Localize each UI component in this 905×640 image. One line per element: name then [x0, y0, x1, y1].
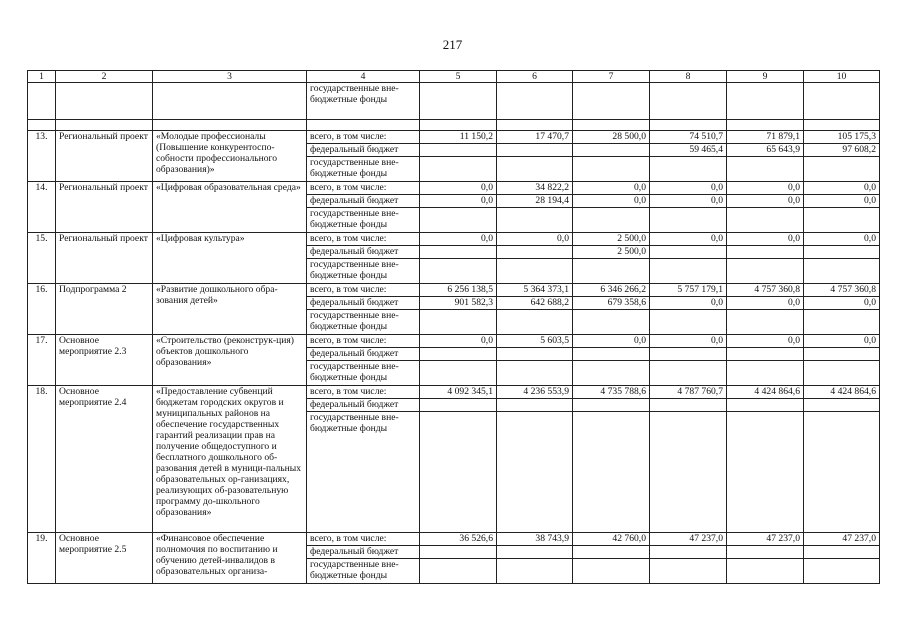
value-cell-offbudget	[650, 361, 727, 386]
header-cell: 2	[56, 71, 153, 83]
value-cell-federal: 0,0	[650, 297, 727, 310]
value-cell-total: 0,0	[727, 335, 804, 348]
value-cell-total: 4 757 360,8	[727, 284, 804, 297]
value-cell-offbudget	[804, 157, 880, 182]
value-cell-total: 4 757 360,8	[804, 284, 880, 297]
value-cell-offbudget	[727, 208, 804, 233]
funding-label-total: всего, в том числе:	[307, 335, 420, 348]
item-description: «Строительство (реконструк-ция) объектов дошкольного образования»	[153, 335, 307, 386]
value-cell-total: 36 526,6	[420, 533, 497, 546]
value-cell-federal: 0,0	[650, 195, 727, 208]
row-number: 14.	[28, 182, 56, 233]
value-cell-federal	[804, 348, 880, 361]
value-cell-offbudget	[727, 559, 804, 584]
value-cell-federal	[573, 546, 650, 559]
funding-label-total: всего, в том числе:	[307, 386, 420, 399]
value-cell-federal	[497, 399, 573, 412]
item-description: «Финансовое обеспечение полномочия по воспитанию и обучению детей-инвалидов в образовательных организа-	[153, 533, 307, 584]
item-name: Подпрограмма 2	[56, 284, 153, 335]
table-row	[28, 182, 880, 195]
value-cell-federal	[420, 348, 497, 361]
item-name: Региональный проект	[56, 131, 153, 182]
value-cell-total: 47 237,0	[727, 533, 804, 546]
item-description: «Предоставление субвенций бюджетам городских округов и муниципальных районов на обеспечение государственных гарантий реализации прав на получение общедоступного и бесплатного дошкольного об-разования детей в муници-пальных образовательных ор-ганизациях, реализующих об-разовательную программу до-школьного образования»	[153, 386, 307, 533]
continuation-label: государственные вне- бюджетные фонды	[307, 83, 420, 120]
value-cell-offbudget	[497, 157, 573, 182]
value-cell-federal	[573, 399, 650, 412]
value-cell-offbudget	[650, 208, 727, 233]
table-row	[28, 284, 880, 297]
budget-table	[27, 70, 880, 584]
value-cell-federal	[573, 348, 650, 361]
funding-label-total: всего, в том числе:	[307, 233, 420, 246]
value-cell-total: 74 510,7	[650, 131, 727, 144]
value-cell-offbudget	[497, 208, 573, 233]
value-cell-offbudget	[727, 361, 804, 386]
value-cell-offbudget	[497, 310, 573, 335]
value-cell-offbudget	[497, 412, 573, 533]
row-number: 19.	[28, 533, 56, 584]
value-cell-federal	[804, 246, 880, 259]
funding-label-total: всего, в том числе:	[307, 182, 420, 195]
funding-label-federal: федеральный бюджет	[307, 546, 420, 559]
header-cell: 10	[804, 71, 880, 83]
value-cell-total: 4 424 864,6	[727, 386, 804, 399]
value-cell-federal	[497, 144, 573, 157]
row-number: 17.	[28, 335, 56, 386]
header-cell: 3	[153, 71, 307, 83]
value-cell-total: 4 236 553,9	[497, 386, 573, 399]
table-row	[28, 386, 880, 399]
value-cell-offbudget	[804, 559, 880, 584]
value-cell-federal	[804, 546, 880, 559]
funding-label-federal: федеральный бюджет	[307, 246, 420, 259]
page-number: 217	[442, 37, 463, 52]
funding-label-federal: федеральный бюджет	[307, 348, 420, 361]
row-number: 18.	[28, 386, 56, 533]
value-cell-total: 34 822,2	[497, 182, 573, 195]
header-cell: 5	[420, 71, 497, 83]
item-name: Основное мероприятие 2.4	[56, 386, 153, 533]
value-cell-federal: 0,0	[804, 195, 880, 208]
value-cell-federal: 2 500,0	[573, 246, 650, 259]
value-cell-federal: 0,0	[727, 297, 804, 310]
value-cell-total: 0,0	[420, 335, 497, 348]
value-cell-total: 11 150,2	[420, 131, 497, 144]
value-cell-federal	[727, 246, 804, 259]
table-body	[28, 71, 880, 584]
value-cell-federal	[497, 348, 573, 361]
value-cell-total: 5 603,5	[497, 335, 573, 348]
funding-label-offbudget: государственные вне- бюджетные фонды	[307, 157, 420, 182]
header-cell: 1	[28, 71, 56, 83]
value-cell-total: 0,0	[804, 233, 880, 246]
value-cell-federal	[497, 546, 573, 559]
table-row	[28, 533, 880, 546]
value-cell-offbudget	[420, 559, 497, 584]
value-cell-offbudget	[420, 208, 497, 233]
value-cell-total: 0,0	[727, 182, 804, 195]
value-cell-offbudget	[804, 361, 880, 386]
value-cell-federal: 59 465,4	[650, 144, 727, 157]
funding-label-offbudget: государственные вне- бюджетные фонды	[307, 361, 420, 386]
funding-label-federal: федеральный бюджет	[307, 195, 420, 208]
value-cell-federal: 679 358,6	[573, 297, 650, 310]
value-cell-federal: 642 688,2	[497, 297, 573, 310]
row-number: 16.	[28, 284, 56, 335]
value-cell-offbudget	[420, 412, 497, 533]
value-cell-offbudget	[420, 259, 497, 284]
value-cell-offbudget	[804, 259, 880, 284]
value-cell-offbudget	[650, 310, 727, 335]
value-cell-offbudget	[804, 310, 880, 335]
value-cell-total: 38 743,9	[497, 533, 573, 546]
value-cell-federal	[650, 399, 727, 412]
value-cell-federal	[420, 399, 497, 412]
value-cell-total: 71 879,1	[727, 131, 804, 144]
item-name: Региональный проект	[56, 182, 153, 233]
funding-label-federal: федеральный бюджет	[307, 144, 420, 157]
value-cell-offbudget	[650, 259, 727, 284]
value-cell-federal: 28 194,4	[497, 195, 573, 208]
value-cell-total: 2 500,0	[573, 233, 650, 246]
funding-label-offbudget: государственные вне- бюджетные фонды	[307, 310, 420, 335]
funding-label-offbudget: государственные вне- бюджетные фонды	[307, 259, 420, 284]
funding-label-total: всего, в том числе:	[307, 284, 420, 297]
value-cell-total: 0,0	[420, 233, 497, 246]
funding-label-offbudget: государственные вне- бюджетные фонды	[307, 559, 420, 584]
value-cell-offbudget	[497, 259, 573, 284]
funding-label-offbudget: государственные вне- бюджетные фонды	[307, 412, 420, 533]
value-cell-offbudget	[573, 361, 650, 386]
item-name: Основное мероприятие 2.3	[56, 335, 153, 386]
value-cell-offbudget	[497, 559, 573, 584]
value-cell-total: 28 500,0	[573, 131, 650, 144]
funding-label-federal: федеральный бюджет	[307, 399, 420, 412]
funding-label-offbudget: государственные вне- бюджетные фонды	[307, 208, 420, 233]
value-cell-total: 0,0	[650, 233, 727, 246]
funding-label-total: всего, в том числе:	[307, 131, 420, 144]
value-cell-federal: 65 643,9	[727, 144, 804, 157]
value-cell-total: 5 757 179,1	[650, 284, 727, 297]
value-cell-total: 5 364 373,1	[497, 284, 573, 297]
value-cell-total: 4 424 864,6	[804, 386, 880, 399]
funding-label-total: всего, в том числе:	[307, 533, 420, 546]
item-description: «Цифровая культура»	[153, 233, 307, 284]
header-cell: 6	[497, 71, 573, 83]
value-cell-federal	[727, 348, 804, 361]
value-cell-total: 0,0	[650, 335, 727, 348]
header-cell: 7	[573, 71, 650, 83]
continuation-row	[28, 83, 880, 120]
value-cell-federal	[420, 546, 497, 559]
value-cell-federal	[650, 246, 727, 259]
value-cell-offbudget	[420, 157, 497, 182]
value-cell-total: 6 346 266,2	[573, 284, 650, 297]
value-cell-offbudget	[573, 310, 650, 335]
item-description: «Развитие дошкольного обра-зования детей»	[153, 284, 307, 335]
value-cell-offbudget	[420, 310, 497, 335]
value-cell-offbudget	[727, 259, 804, 284]
value-cell-federal	[420, 246, 497, 259]
value-cell-offbudget	[727, 310, 804, 335]
header-cell: 4	[307, 71, 420, 83]
value-cell-total: 47 237,0	[804, 533, 880, 546]
value-cell-total: 6 256 138,5	[420, 284, 497, 297]
value-cell-offbudget	[573, 412, 650, 533]
value-cell-federal	[727, 546, 804, 559]
value-cell-federal	[420, 144, 497, 157]
value-cell-total: 0,0	[650, 182, 727, 195]
value-cell-federal	[650, 546, 727, 559]
table-row	[28, 131, 880, 144]
value-cell-total: 105 175,3	[804, 131, 880, 144]
value-cell-offbudget	[650, 412, 727, 533]
value-cell-federal: 0,0	[420, 195, 497, 208]
value-cell-federal: 0,0	[727, 195, 804, 208]
item-name: Региональный проект	[56, 233, 153, 284]
value-cell-federal	[727, 399, 804, 412]
value-cell-total: 4 735 788,6	[573, 386, 650, 399]
item-name: Основное мероприятие 2.5	[56, 533, 153, 584]
value-cell-total: 0,0	[727, 233, 804, 246]
value-cell-total: 0,0	[573, 182, 650, 195]
value-cell-total: 0,0	[573, 335, 650, 348]
table-row	[28, 233, 880, 246]
value-cell-offbudget	[804, 412, 880, 533]
value-cell-offbudget	[573, 559, 650, 584]
header-cell: 8	[650, 71, 727, 83]
value-cell-total: 47 237,0	[650, 533, 727, 546]
header-row	[28, 71, 880, 83]
value-cell-total: 0,0	[420, 182, 497, 195]
value-cell-federal: 901 582,3	[420, 297, 497, 310]
value-cell-federal: 97 608,2	[804, 144, 880, 157]
value-cell-offbudget	[727, 157, 804, 182]
value-cell-federal: 0,0	[573, 195, 650, 208]
table-row	[28, 335, 880, 348]
value-cell-offbudget	[420, 361, 497, 386]
value-cell-offbudget	[650, 157, 727, 182]
value-cell-total: 0,0	[804, 335, 880, 348]
value-cell-offbudget	[573, 259, 650, 284]
value-cell-total: 0,0	[804, 182, 880, 195]
value-cell-federal: 0,0	[804, 297, 880, 310]
item-description: «Молодые профессионалы (Повышение конкурентоспо-собности профессионального образования)»	[153, 131, 307, 182]
value-cell-offbudget	[497, 361, 573, 386]
row-number: 15.	[28, 233, 56, 284]
value-cell-federal	[573, 144, 650, 157]
funding-label-federal: федеральный бюджет	[307, 297, 420, 310]
row-number: 13.	[28, 131, 56, 182]
value-cell-total: 0,0	[497, 233, 573, 246]
header-cell: 9	[727, 71, 804, 83]
value-cell-offbudget	[573, 157, 650, 182]
value-cell-offbudget	[650, 559, 727, 584]
value-cell-total: 4 092 345,1	[420, 386, 497, 399]
value-cell-offbudget	[573, 208, 650, 233]
value-cell-total: 42 760,0	[573, 533, 650, 546]
value-cell-total: 17 470,7	[497, 131, 573, 144]
value-cell-federal	[650, 348, 727, 361]
item-description: «Цифровая образовательная среда»	[153, 182, 307, 233]
value-cell-federal	[804, 399, 880, 412]
value-cell-total: 4 787 760,7	[650, 386, 727, 399]
value-cell-offbudget	[727, 412, 804, 533]
spacer-row	[28, 120, 880, 131]
value-cell-federal	[497, 246, 573, 259]
value-cell-offbudget	[804, 208, 880, 233]
